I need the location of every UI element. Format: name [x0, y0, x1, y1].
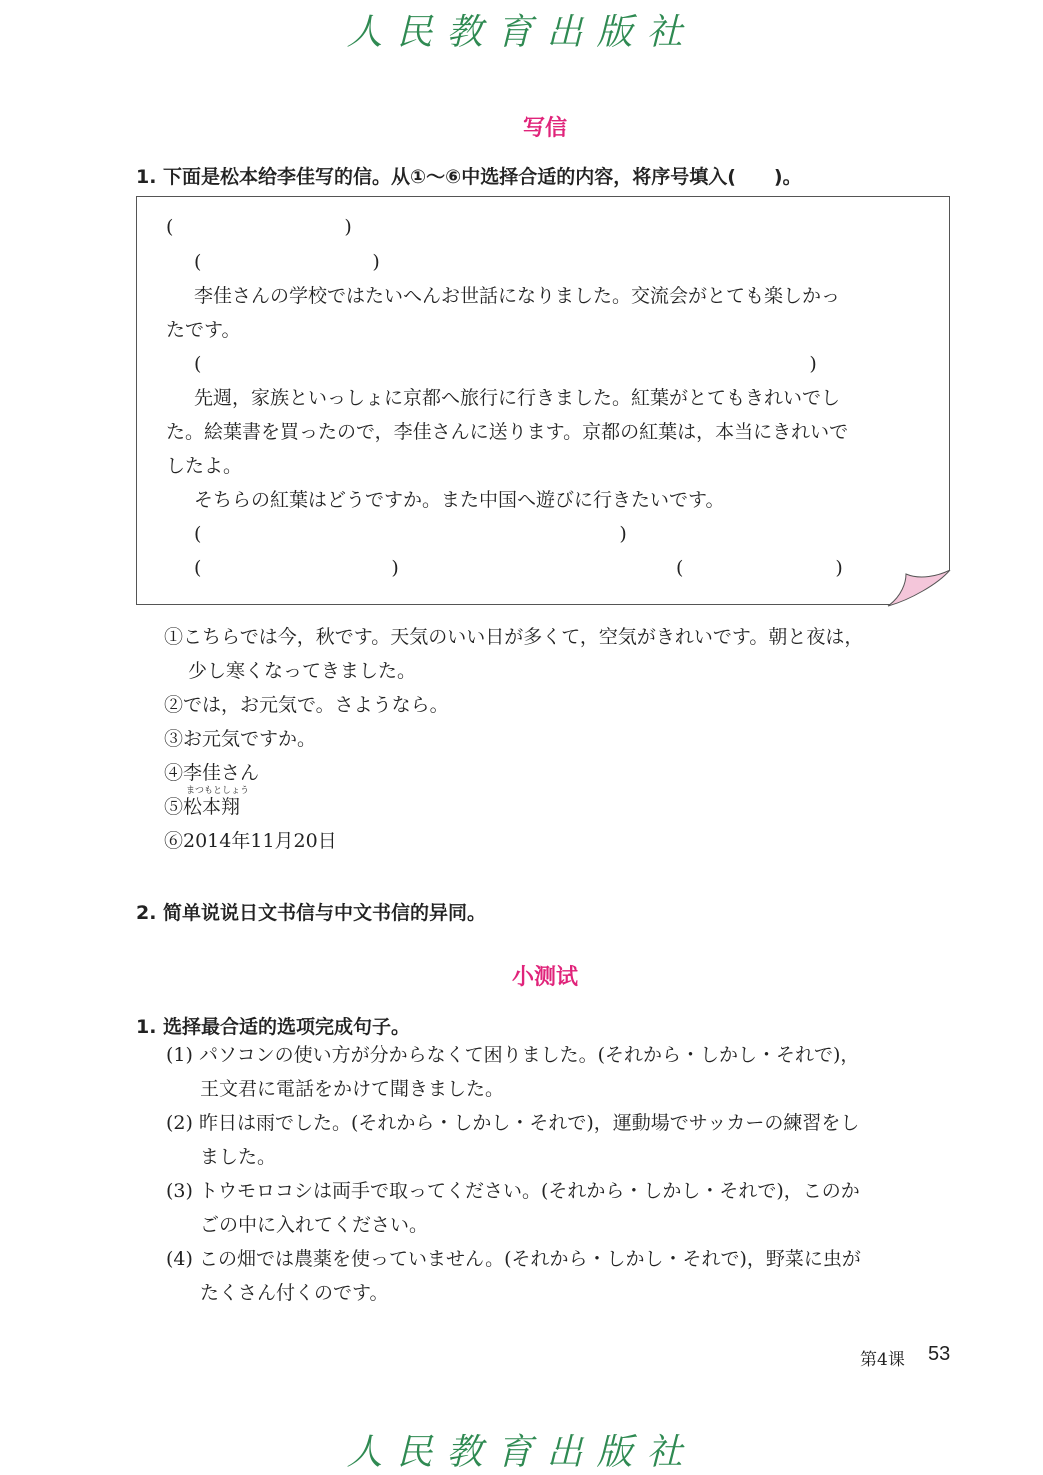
section-title-quiz: 小测试: [511, 965, 578, 990]
option-5-furigana: まつもとしょう: [186, 786, 250, 796]
letter-blank-6[interactable]: ( ): [676, 557, 843, 579]
letter-blank-5[interactable]: ( ): [194, 557, 399, 579]
option-3: ③お元気ですか。: [164, 728, 317, 750]
publisher-logo-bottom: 人民教育出版社: [346, 1432, 697, 1473]
page-curl-icon: [884, 570, 954, 610]
letter-paragraph-line: たです。: [166, 319, 241, 341]
quiz-item-3: (3) トウモロコシは両手で取ってください。(それから・しかし・それで)，このか: [166, 1180, 860, 1202]
quiz-item-1-continued: 王文君に電話をかけて聞きました。: [200, 1078, 505, 1100]
option-6: ⑥2014年11月20日: [164, 830, 337, 852]
question-2: 2. 简单说说日文书信与中文书信的异同。: [136, 902, 487, 924]
letter-blank-4[interactable]: ( ): [194, 523, 627, 545]
quiz-item-4: (4) この畑では農薬を使っていません。(それから・しかし・それで)，野菜に虫が: [166, 1248, 861, 1270]
letter-paragraph-line: た。絵葉書を買ったので，李佳さんに送ります。京都の紅葉は，本当にきれいで: [166, 421, 849, 443]
letter-paragraph-line: そちらの紅葉はどうですか。また中国へ遊びに行きたいです。: [194, 489, 725, 511]
option-1-continued: 少し寒くなってきました。: [188, 660, 417, 682]
quiz-item-2-continued: ました。: [200, 1146, 277, 1168]
lesson-label: 第4课: [860, 1350, 905, 1370]
letter-paragraph-line: したよ。: [166, 455, 243, 477]
option-1: ①こちらでは今，秋です。天気のいい日が多くて，空気がきれいです。朝と夜は，: [164, 626, 864, 648]
option-4: ④李佳さん: [164, 762, 260, 784]
quiz-item-2: (2) 昨日は雨でした。(それから・しかし・それで)，運動場でサッカーの練習をし: [166, 1112, 860, 1134]
letter-blank-2[interactable]: ( ): [194, 251, 380, 273]
quiz-item-3-continued: ごの中に入れてください。: [200, 1214, 429, 1236]
letter-blank-1[interactable]: ( ): [166, 216, 352, 238]
quiz-question-1: 1. 选择最合适的选项完成句子。: [136, 1016, 411, 1038]
page-number: 53: [928, 1343, 951, 1365]
quiz-item-1: (1) パソコンの使い方が分からなくて困りました。(それから・しかし・それで)，: [166, 1044, 860, 1066]
section-title-letter-writing: 写信: [522, 116, 567, 141]
option-2: ②では，お元気で。さようなら。: [164, 694, 449, 716]
letter-paragraph-line: 李佳さんの学校ではたいへんお世話になりました。交流会がとても楽しかっ: [194, 285, 841, 307]
quiz-item-4-continued: たくさん付くのです。: [200, 1282, 389, 1304]
letter-blank-3[interactable]: ( ): [194, 353, 817, 375]
letter-paragraph-line: 先週，家族といっしょに京都へ旅行に行きました。紅葉がとてもきれいでし: [194, 387, 841, 409]
publisher-logo: 人民教育出版社: [346, 12, 697, 53]
option-5: ⑤松本翔: [164, 796, 241, 818]
question-1: 1. 下面是松本给李佳写的信。从①～⑥中选择合适的内容，将序号填入( )。: [136, 166, 802, 188]
